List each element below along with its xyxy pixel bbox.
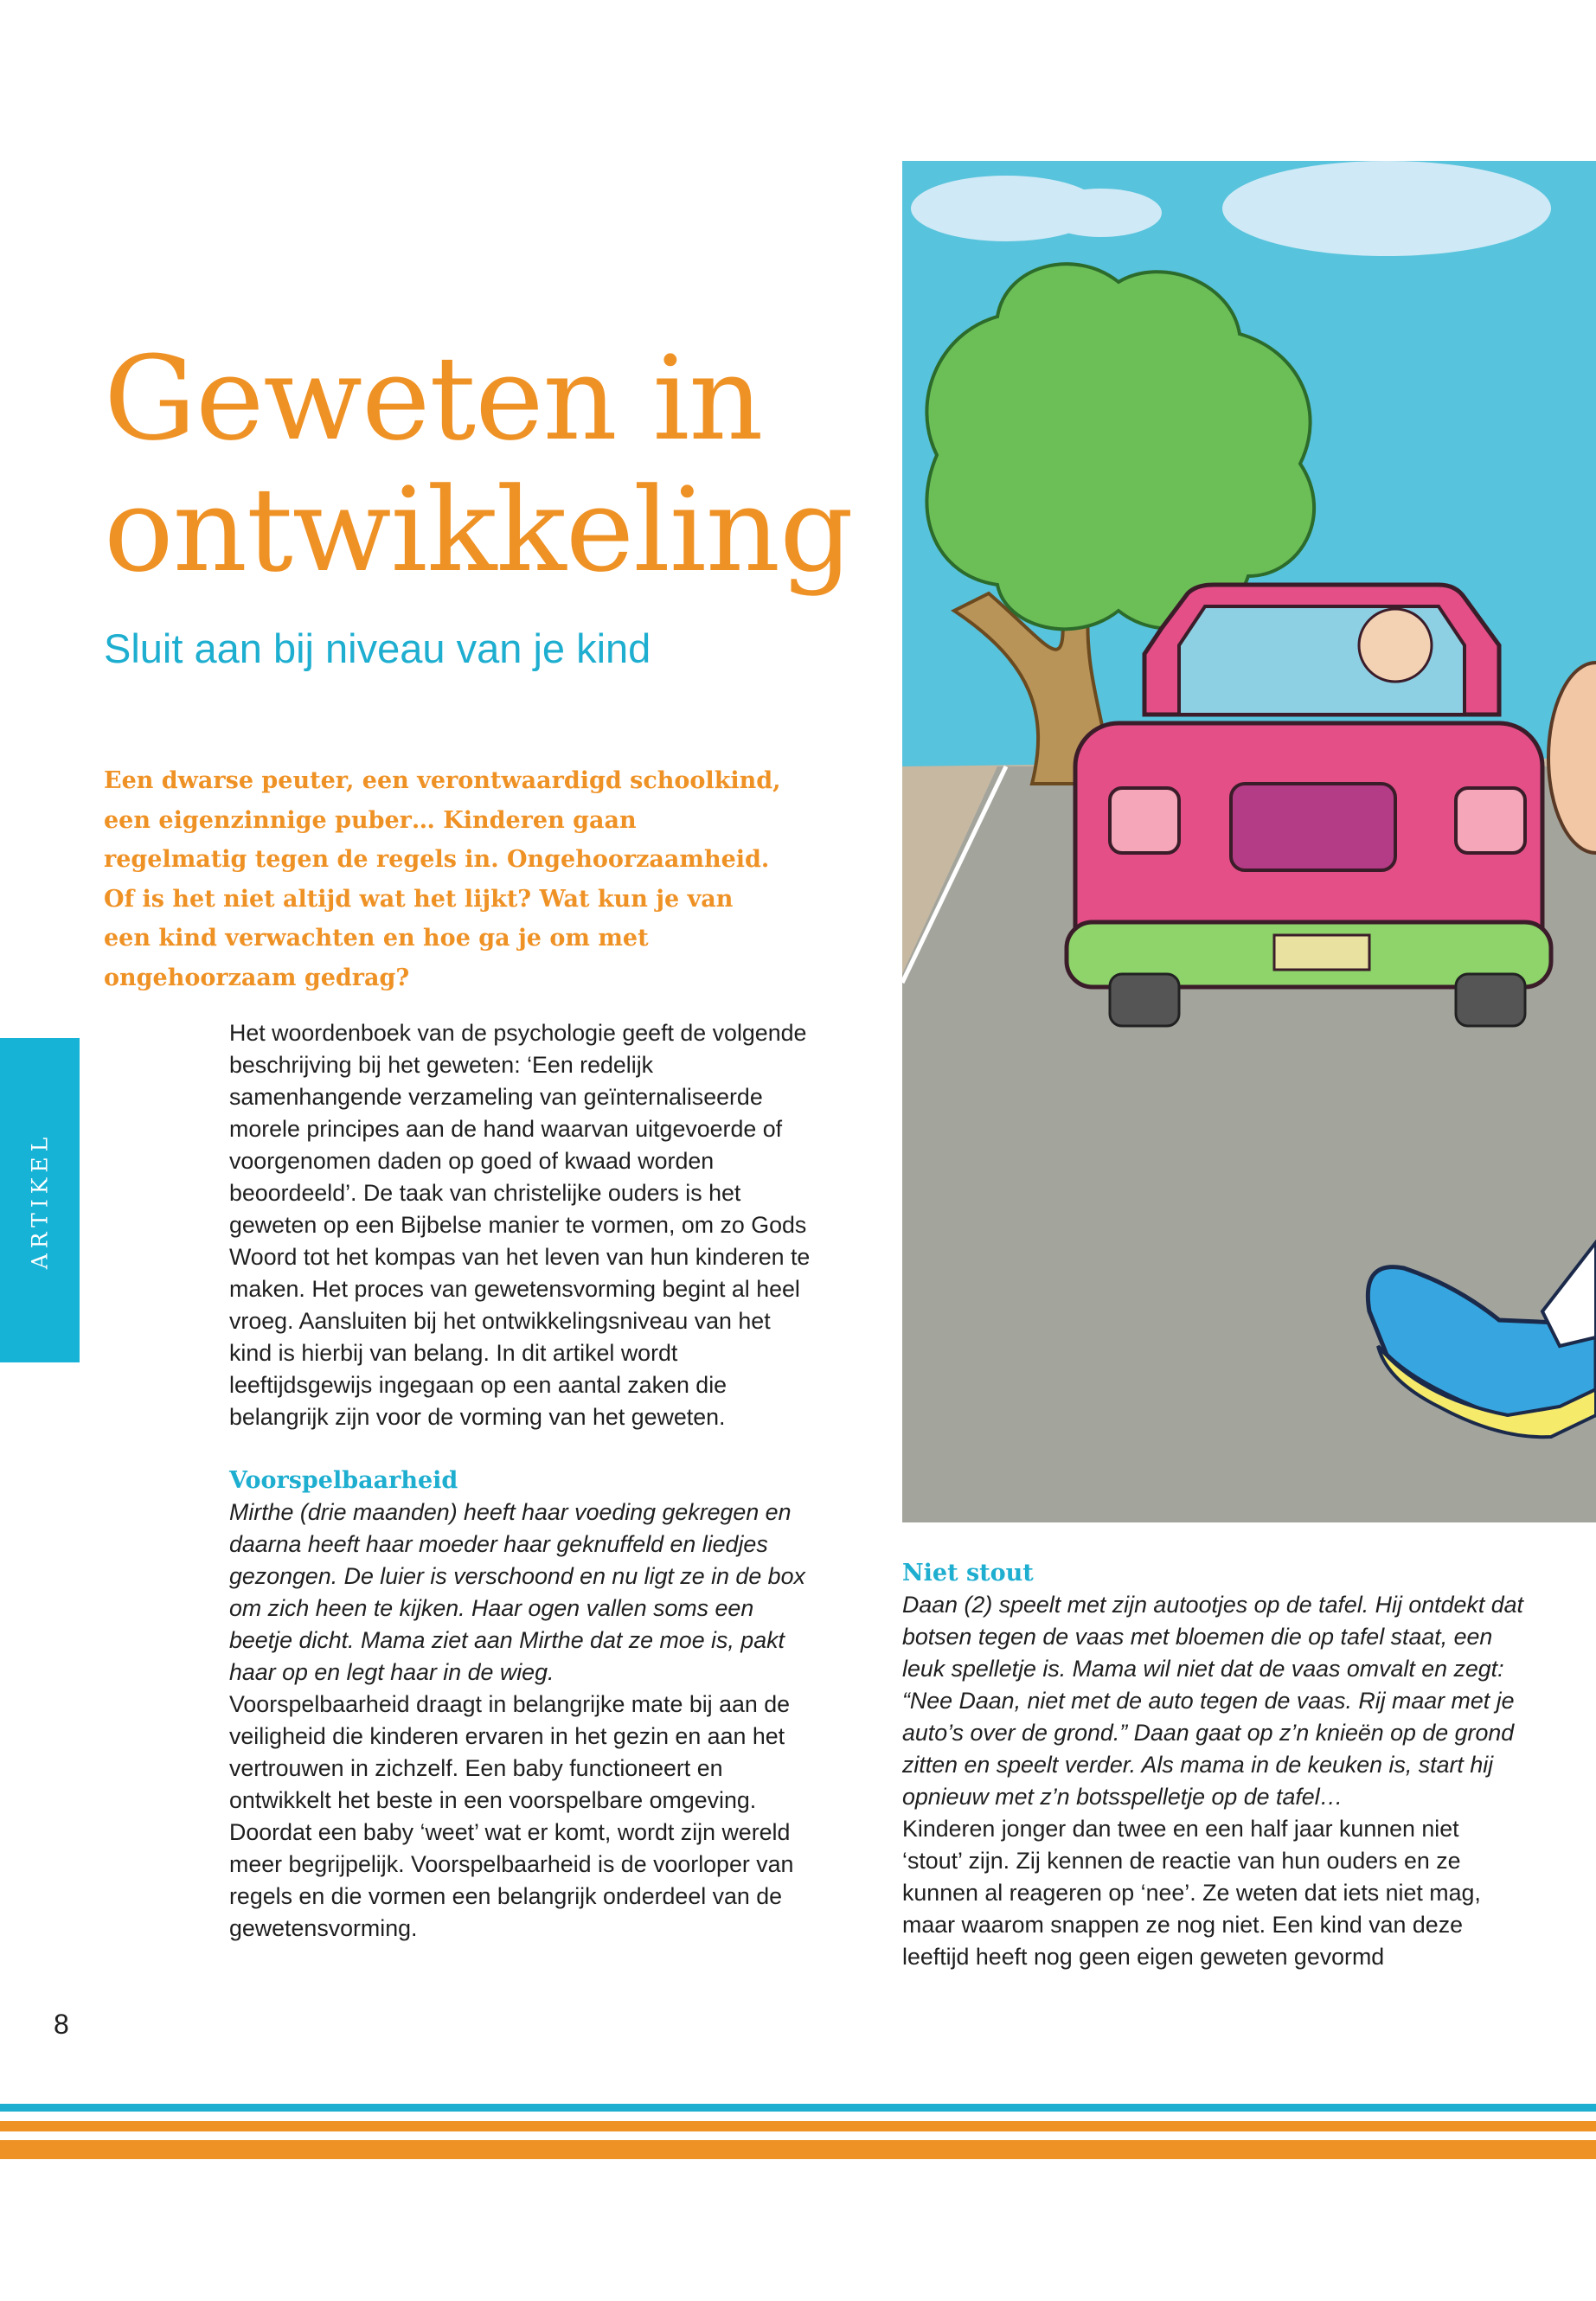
wheel-left <box>1110 974 1179 1026</box>
section-tab <box>0 1038 80 1362</box>
driver-head <box>1359 609 1432 682</box>
footer-stripe-orange-2 <box>0 2140 1596 2159</box>
cloud <box>1041 189 1162 237</box>
body-paragraph-voorspelbaarheid: Voorspelbaarheid draagt in belangrijke mate bij aan de veiligheid die kinderen ervaren in het gezin en aan het vertrouwen in zichzelf. Een baby functioneert en ontwikkelt het beste in een voorspelbare omgeving. Doordat een baby ‘weet’ wat er komt, wordt zijn wereld meer begrijpelijk. Voorspelbaarheid is de voorloper van regels en die vormen een belangrijk onderdeel van de gewetensvorming. <box>229 1691 794 1941</box>
headlight-left <box>1110 788 1179 853</box>
body-paragraph: Het woordenboek van de psychologie geeft de volgende beschrijving bij het geweten: ‘Een redelijk samenhangende verzameling van geïnternaliseerde morele principes aan de hand waarvan uitgevoerde of voorgenomen daden op goed of kwaad worden beoordeeld’. De taak van christelijke ouders is het geweten op een Bijbelse manier te vormen, om zo Gods Woord tot het kompas van het leven van hun kinderen te maken. Het proces van gewetensvorming begint al heel vroeg. Aansluiten bij het ontwikkelingsniveau van het kind is hierbij van belang. In dit artikel wordt leeftijdsgewijs ingegaan op een aantal zaken die belangrijk zijn voor de vorming van het geweten. <box>229 1020 811 1430</box>
cloud <box>1222 161 1551 256</box>
grille <box>1231 784 1395 870</box>
example-mirthe: Mirthe (drie maanden) heeft haar voeding gekregen en daarna heeft haar moeder haar geknuffeld en liedjes gezongen. De luier is verschoond en nu ligt ze in de box om zich heen te kijken. Haar ogen vallen soms een beetje dicht. Mama ziet aan Mirthe dat ze moe is, pakt haar op en legt haar in de wieg. <box>229 1499 805 1685</box>
license-plate <box>1274 935 1369 970</box>
section-tab-label: ARTIKEL <box>27 1131 53 1270</box>
article-title <box>104 333 882 596</box>
intro-paragraph: Een dwarse peuter, een verontwaardigd schoolkind, een eigenzinnige puber… Kinderen gaan regelmatig tegen de regels in. Ongehoorzaamheid. Of is het niet altijd wat het lijkt? Wat kun je van een kind verwachten en hoe ga je om met ongehoorzaam gedrag? <box>104 767 781 991</box>
wheel-right <box>1456 974 1525 1026</box>
text-column-right <box>902 1557 1525 1973</box>
headlight-right <box>1456 788 1525 853</box>
footer-stripe-orange-1 <box>0 2121 1596 2131</box>
car-illustration <box>902 161 1596 1522</box>
page-number: 8 <box>54 2009 69 2040</box>
section-heading-voorspelbaarheid: Voorspelbaarheid <box>229 1467 458 1494</box>
body-paragraph-niet-stout: Kinderen jonger dan twee en een half jaar kunnen niet ‘stout’ zijn. Zij kennen de reactie van hun ouders en ze kunnen al reageren op ‘nee’. Ze weten dat iets niet mag, maar waarom snappen ze nog niet. Een kind van deze leeftijd heeft nog geen eigen geweten gevormd <box>902 1816 1481 1970</box>
title-line-2: ontwikkeling <box>104 463 853 598</box>
example-daan: Daan (2) speelt met zijn autootjes op de tafel. Hij ontdekt dat botsen tegen de vaas met bloemen die op tafel staat, een leuk spelletje is. Mama wil niet dat de vaas omvalt en zegt: “Nee Daan, niet met de auto tegen de vaas. Rij maar met je auto’s over de grond.” Daan gaat op z’n knieën op de grond zitten en speelt verder. Als mama in de keuken is, start hij opnieuw met z’n botsspelletje op de tafel… <box>902 1592 1523 1810</box>
article-subtitle: Sluit aan bij niveau van je kind <box>104 625 651 671</box>
section-heading-niet-stout: Niet stout <box>902 1560 1034 1586</box>
footer-stripe-blue <box>0 2104 1596 2112</box>
text-column-left <box>229 1017 817 1945</box>
title-line-1: Geweten in <box>104 331 763 466</box>
